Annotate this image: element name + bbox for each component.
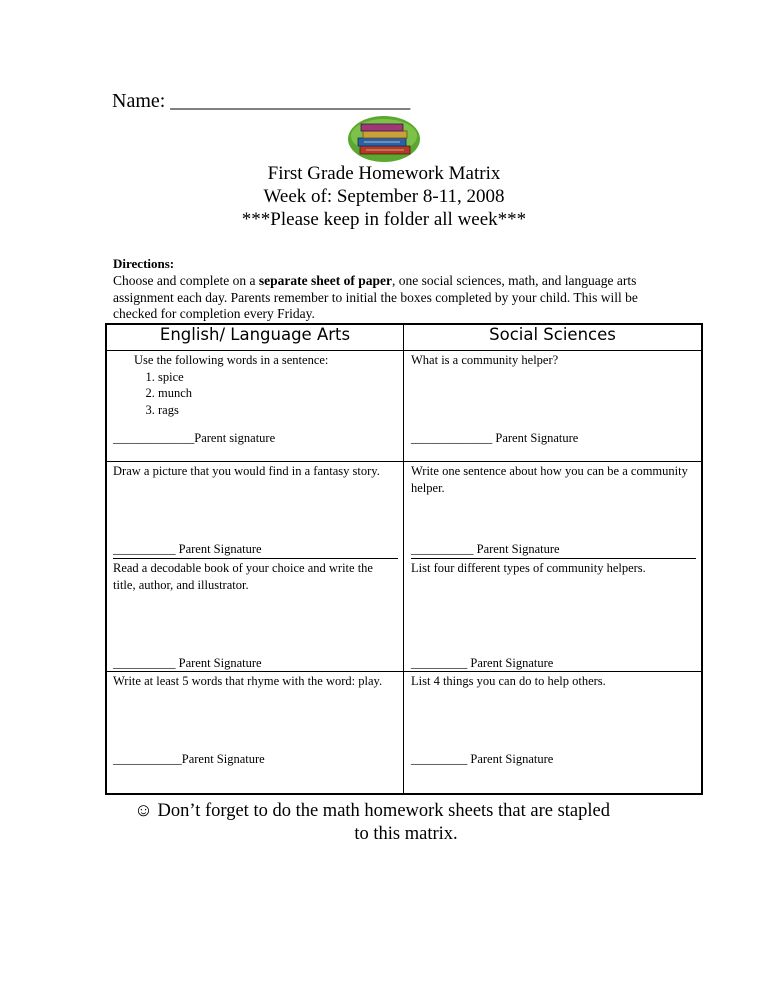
- list-item: 3. rags: [158, 402, 419, 419]
- ss-assignment-1: What is a community helper?: [411, 353, 559, 367]
- directions-text: Choose and complete on a separate sheet of paper, one social sciences, math, and language arts assignment each day. Parents remember to initial the boxes completed by your child. This will be checked for completion every Friday.: [113, 273, 638, 321]
- math-reminder-line-2: to this matrix.: [354, 824, 458, 844]
- math-reminder-line-1: ☺ Don’t forget to do the math homework sheets that are stapled: [134, 801, 610, 821]
- ela-assignment-4: Write at least 5 words that rhyme with the word: play.: [113, 674, 383, 688]
- column-header-social-sciences: Social Sciences: [489, 325, 616, 344]
- ela-assignment-2: Draw a picture that you would find in a fantasy story.: [113, 464, 380, 478]
- week-of: Week of: September 8-11, 2008: [263, 186, 505, 207]
- name-field-label: Name: ________________________: [112, 90, 411, 112]
- parent-signature-line[interactable]: _________ Parent Signature: [411, 752, 554, 766]
- directions-heading: Directions:: [113, 256, 175, 271]
- parent-signature-line[interactable]: __________ Parent Signature: [113, 542, 262, 556]
- parent-signature-line[interactable]: _____________Parent signature: [113, 431, 276, 445]
- directions-emphasis: separate sheet of paper: [258, 273, 392, 288]
- ela-assignment-3: Read a decodable book of your choice and write the title, author, and illustrator.: [113, 561, 373, 592]
- parent-signature-line[interactable]: __________ Parent Signature: [411, 542, 560, 556]
- row-divider: [105, 671, 703, 672]
- stack-of-books-icon: [346, 114, 422, 164]
- column-header-ela: English/ Language Arts: [159, 325, 351, 344]
- keep-in-folder-note: ***Please keep in folder all week***: [241, 209, 527, 230]
- signature-rule: [113, 558, 398, 559]
- document-title: First Grade Homework Matrix: [267, 163, 501, 184]
- ss-assignment-2: Write one sentence about how you can be a community helper.: [411, 464, 688, 495]
- parent-signature-line[interactable]: __________ Parent Signature: [113, 656, 262, 670]
- row-divider: [105, 350, 703, 351]
- parent-signature-line[interactable]: _________ Parent Signature: [411, 656, 554, 670]
- signature-rule: [411, 558, 696, 559]
- parent-signature-line[interactable]: ___________Parent Signature: [113, 752, 265, 766]
- ela-assignment-1: Use the following words in a sentence: 1. spice 2. munch 3. rags: [134, 352, 419, 418]
- list-item: 2. munch: [158, 385, 419, 402]
- ss-assignment-3: List four different types of community helpers.: [411, 561, 646, 575]
- list-item: 1. spice: [158, 369, 419, 386]
- word-list: [134, 369, 419, 419]
- parent-signature-line[interactable]: _____________ Parent Signature: [411, 431, 579, 445]
- ss-assignment-4: List 4 things you can do to help others.: [411, 674, 606, 688]
- row-divider: [105, 461, 703, 462]
